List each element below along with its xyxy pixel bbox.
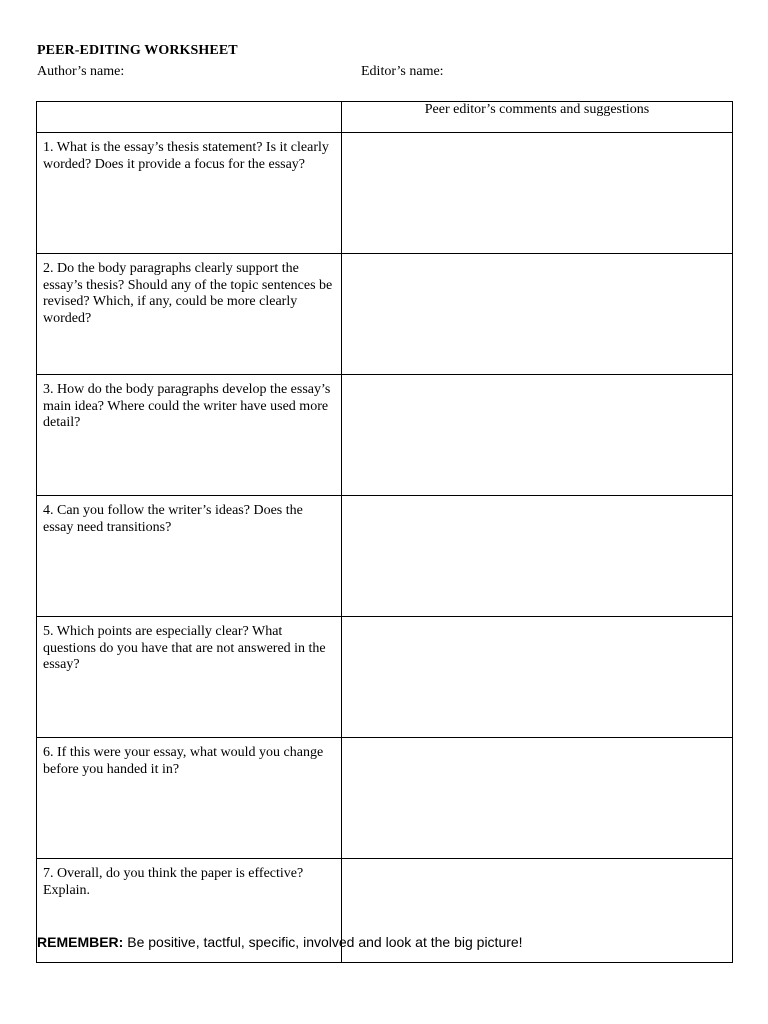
table-row	[37, 496, 733, 617]
remember-text: Be positive, tactful, specific, involved and look at the big picture!	[123, 934, 523, 950]
remember-label: REMEMBER:	[37, 934, 124, 950]
question-cell: 4. Can you follow the writer’s ideas? Does the essay need transitions?	[37, 496, 342, 617]
table-row	[37, 254, 733, 375]
table-row	[37, 617, 733, 738]
peer-editing-table	[36, 101, 733, 963]
comment-cell[interactable]	[342, 496, 733, 617]
table-header-row	[37, 102, 733, 133]
page-title: PEER-EDITING WORKSHEET	[37, 43, 238, 58]
comment-cell[interactable]	[342, 133, 733, 254]
question-cell: 1. What is the essay’s thesis statement? Is it clearly worded? Does it provide a focus for the essay?	[37, 133, 342, 254]
comment-cell[interactable]	[342, 254, 733, 375]
question-cell: 7. Overall, do you think the paper is effective? Explain.	[37, 859, 342, 963]
comment-cell[interactable]	[342, 375, 733, 496]
question-cell: 2. Do the body paragraphs clearly support the essay’s thesis? Should any of the topic sentences be revised? Which, if any, could be more clearly worded?	[37, 254, 342, 375]
editor-name-label: Editor’s name:	[361, 64, 444, 79]
comment-cell[interactable]	[342, 738, 733, 859]
comments-column-header: Peer editor’s comments and suggestions	[342, 102, 733, 133]
author-name-label: Author’s name:	[37, 64, 125, 79]
comment-cell[interactable]	[342, 617, 733, 738]
table-row	[37, 738, 733, 859]
question-column-header	[37, 102, 342, 133]
table-row	[37, 133, 733, 254]
table-row	[37, 375, 733, 496]
remember-note	[37, 934, 523, 950]
question-cell: 5. Which points are especially clear? What questions do you have that are not answered in the essay?	[37, 617, 342, 738]
question-cell: 3. How do the body paragraphs develop the essay’s main idea? Where could the writer have used more detail?	[37, 375, 342, 496]
question-cell: 6. If this were your essay, what would you change before you handed it in?	[37, 738, 342, 859]
